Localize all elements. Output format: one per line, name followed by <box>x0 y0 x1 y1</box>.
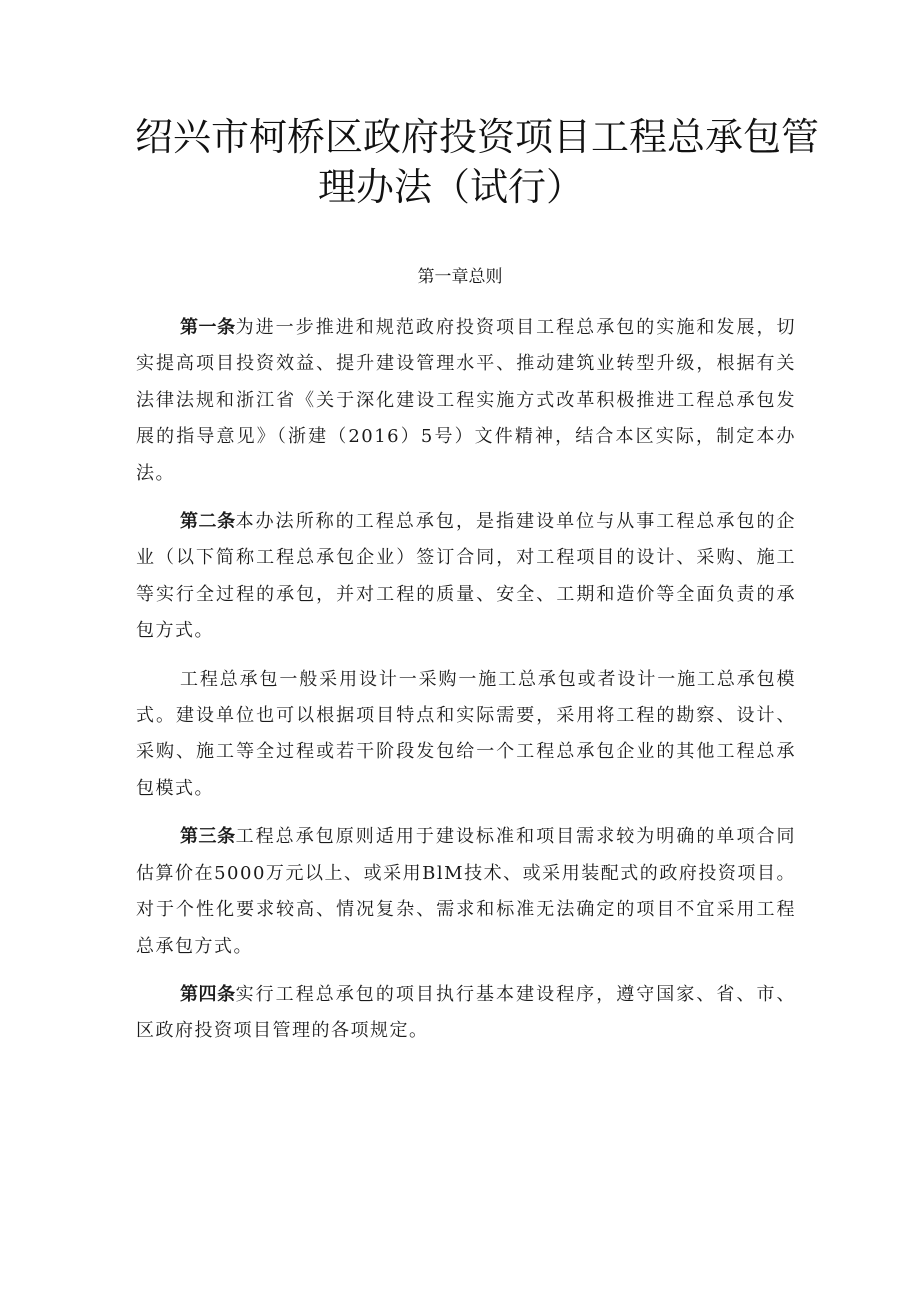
title-line-2: 理办法（试行） <box>318 165 585 209</box>
article-number: 第一条 <box>180 317 236 338</box>
paragraph-text: 工程总承包一般采用设计一采购一施工总承包或者设计一施工总承包模式。建设单位也可以根据项目特点和实际需要，采用将工程的勘察、设计、采购、施工等全过程或若干阶段发包给一个工程总承包企业的其他工程总承包模式。 <box>136 668 796 799</box>
article-text: 实行工程总承包的项目执行基本建设程序，遵守国家、省、市、区政府投资项目管理的各项规定。 <box>136 983 797 1042</box>
article-number: 第三条 <box>180 826 236 848</box>
article-text: 本办法所称的工程总承包，是指建设单位与从事工程总承包的企业（以下简称工程总承包企业）签订合同，对工程项目的设计、采购、施工等实行全过程的承包，并对工程的质量、安全、工期和造价等全面负责的承包方式。 <box>136 511 797 642</box>
article-text: 工程总承包原则适用于建设标准和项目需求较为明确的单项合同估算价在5000万元以上、或采用BlM技术、或采用装配式的政府投资项目。对于个性化要求较高、情况复杂、需求和标准无法确定的项目不宜采用工程总承包方式。 <box>136 826 797 957</box>
article-2-paragraph <box>136 504 796 650</box>
article-number: 第四条 <box>180 983 236 1005</box>
document-body <box>136 310 796 1062</box>
article-4-paragraph <box>136 977 796 1050</box>
article-1-paragraph <box>136 310 796 492</box>
article-2-continuation-paragraph <box>136 662 796 808</box>
chapter-heading: 第一章总则 <box>417 267 503 287</box>
article-text: 为进一步推进和规范政府投资项目工程总承包的实施和发展，切实提高项目投资效益、提升建设管理水平、推动建筑业转型升级，根据有关法律法规和浙江省《关于深化建设工程实施方式改革积极推进工程总承包发展的指导意见》（浙建（2016）5号）文件精神，结合本区实际，制定本办法。 <box>136 317 797 484</box>
article-number: 第二条 <box>180 511 236 533</box>
article-3-paragraph <box>136 819 796 965</box>
document-title <box>135 112 820 212</box>
title-line-1: 绍兴市柯桥区政府投资项目工程总承包管 <box>135 115 820 159</box>
